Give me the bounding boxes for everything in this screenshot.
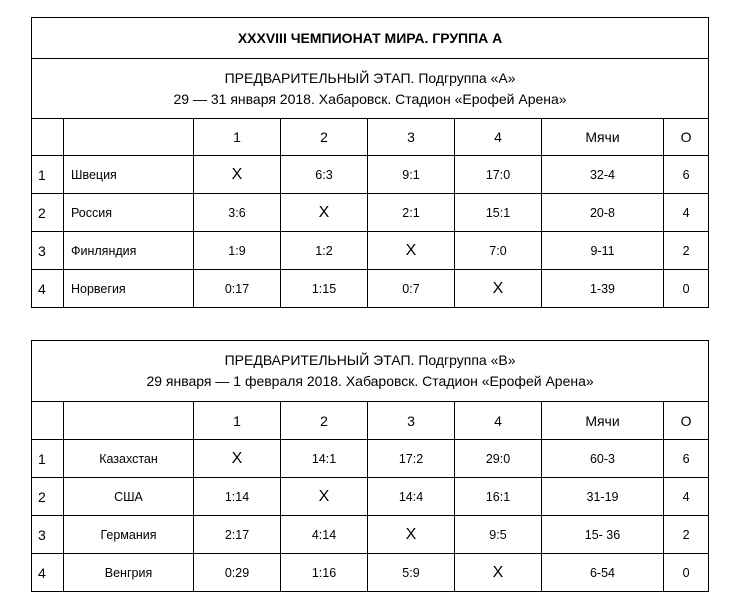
goals-cell: 1-39 [542,270,664,308]
points-cell: 6 [664,156,709,194]
result-cell: 0:7 [368,270,455,308]
result-cell: 1:16 [281,554,368,592]
result-cell: 0:17 [194,270,281,308]
col-header-num [32,119,64,156]
points-cell: 4 [664,478,709,516]
result-cell: 14:4 [368,478,455,516]
result-cell: 1:14 [194,478,281,516]
team-name: Германия [64,516,194,554]
col-header-points: О [664,402,709,440]
goals-cell: 15- 36 [542,516,664,554]
result-cell: 0:29 [194,554,281,592]
dates-label: 29 — 31 января 2018. Хабаровск. Стадион «Ерофей Арена» [173,90,567,107]
goals-cell: 31-19 [542,478,664,516]
result-cell: 15:1 [455,194,542,232]
row-number: 2 [32,478,64,516]
table-row [32,270,709,308]
result-cell: 17:2 [368,440,455,478]
result-cell: X [368,232,455,270]
result-cell: X [455,554,542,592]
team-name: Казахстан [64,440,194,478]
col-header-4: 4 [455,402,542,440]
table-row [32,478,709,516]
championship-title: XXXVIII ЧЕМПИОНАТ МИРА. ГРУППА А [32,18,709,59]
team-name: Венгрия [64,554,194,592]
result-cell: 1:15 [281,270,368,308]
result-cell: 16:1 [455,478,542,516]
col-header-3: 3 [368,119,455,156]
goals-cell: 9-11 [542,232,664,270]
team-name: США [64,478,194,516]
row-number: 3 [32,516,64,554]
result-cell: X [194,156,281,194]
result-cell: 4:14 [281,516,368,554]
result-cell: 14:1 [281,440,368,478]
result-cell: 7:0 [455,232,542,270]
table-row [32,232,709,270]
points-cell: 0 [664,554,709,592]
col-header-points: О [664,119,709,156]
result-cell: X [194,440,281,478]
points-cell: 6 [664,440,709,478]
team-name: Россия [64,194,194,232]
team-name: Финляндия [64,232,194,270]
result-cell: 3:6 [194,194,281,232]
row-number: 4 [32,554,64,592]
group-a-table [31,17,709,308]
row-number: 3 [32,232,64,270]
col-header-team [64,119,194,156]
goals-cell: 60-3 [542,440,664,478]
subgroup-header [32,59,709,119]
row-number: 2 [32,194,64,232]
table-row [32,554,709,592]
result-cell: X [368,516,455,554]
col-header-4: 4 [455,119,542,156]
result-cell: X [281,194,368,232]
result-cell: 9:5 [455,516,542,554]
result-cell: X [455,270,542,308]
col-header-1: 1 [194,402,281,440]
col-header-2: 2 [281,119,368,156]
col-header-num [32,402,64,440]
column-header-row [32,402,709,440]
col-header-3: 3 [368,402,455,440]
col-header-goals: Мячи [542,119,664,156]
row-number: 4 [32,270,64,308]
result-cell: 5:9 [368,554,455,592]
col-header-team [64,402,194,440]
group-b-table [31,340,709,592]
stage-label: ПРЕДВАРИТЕЛЬНЫЙ ЭТАП. Подгруппа «В» [224,352,516,368]
row-number: 1 [32,156,64,194]
result-cell: 2:1 [368,194,455,232]
result-cell: 29:0 [455,440,542,478]
col-header-2: 2 [281,402,368,440]
table-row [32,516,709,554]
team-name: Швеция [64,156,194,194]
stage-label: ПРЕДВАРИТЕЛЬНЫЙ ЭТАП. Подгруппа «А» [224,69,516,86]
table-row [32,156,709,194]
goals-cell: 32-4 [542,156,664,194]
result-cell: 17:0 [455,156,542,194]
goals-cell: 20-8 [542,194,664,232]
points-cell: 2 [664,516,709,554]
table-row [32,440,709,478]
col-header-1: 1 [194,119,281,156]
points-cell: 0 [664,270,709,308]
result-cell: X [281,478,368,516]
col-header-goals: Мячи [542,402,664,440]
goals-cell: 6-54 [542,554,664,592]
team-name: Норвегия [64,270,194,308]
column-header-row [32,119,709,156]
result-cell: 9:1 [368,156,455,194]
result-cell: 1:9 [194,232,281,270]
dates-label: 29 января — 1 февраля 2018. Хабаровск. Стадион «Ерофей Арена» [146,373,594,389]
points-cell: 4 [664,194,709,232]
subgroup-header [32,341,709,402]
result-cell: 1:2 [281,232,368,270]
result-cell: 2:17 [194,516,281,554]
result-cell: 6:3 [281,156,368,194]
points-cell: 2 [664,232,709,270]
table-row [32,194,709,232]
row-number: 1 [32,440,64,478]
